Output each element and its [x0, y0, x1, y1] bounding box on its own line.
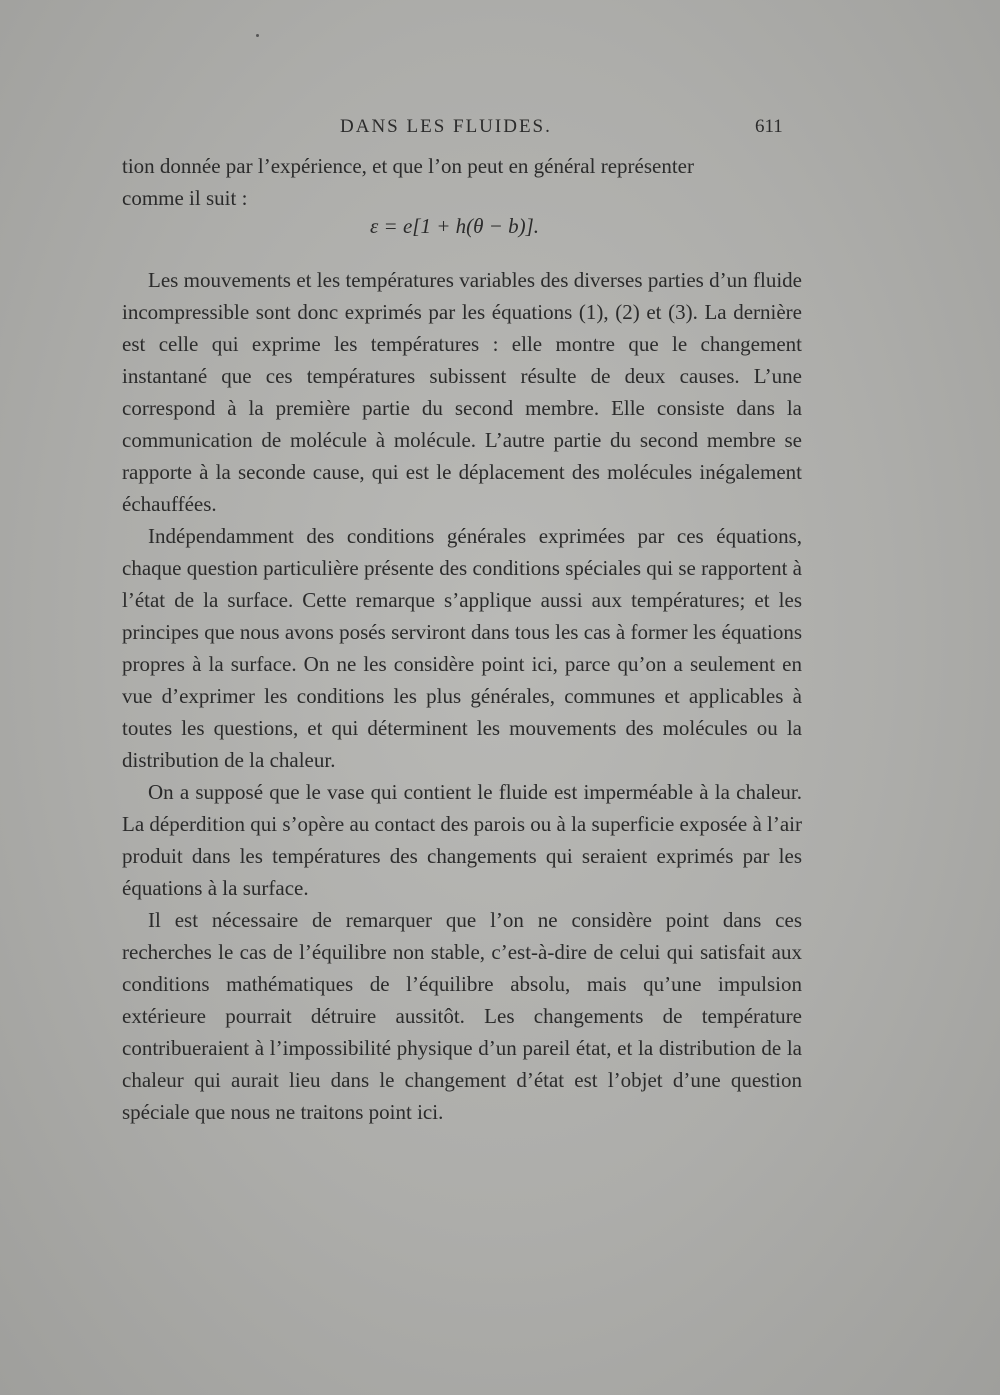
formula: ε = e[1 + h(θ − b)].	[370, 214, 540, 238]
page-header	[0, 112, 1000, 142]
continuation-line: comme il suit :	[122, 186, 248, 210]
paragraph: Il est nécessaire de remarquer que l’on ne considère point dans ces recherches le cas de l’équilibre non stable, c’est-à-dire de celui qui satisfait aux conditions mathématiques de l’équilibre absolu, mais qu’une impulsion extérieure pourrait détruire aussitôt. Les changements de température contribueraient à l’impossibilité physique d’un pareil état, et la distribution de la chaleur qui aurait lieu dans le changement d’état est l’objet d’une question spéciale que nous ne traitons point ici.	[122, 908, 802, 1124]
continuation-line: tion donnée par l’expérience, et que l’on peut en général représenter	[122, 154, 694, 178]
body-text	[122, 150, 802, 1128]
speck-mark	[256, 34, 259, 37]
page-number: 611	[755, 116, 783, 137]
paragraph: On a supposé que le vase qui contient le fluide est imperméable à la chaleur. La déperdition qui s’opère au contact des parois ou à la superficie exposée à l’air produit dans les températures des changements qui seraient exprimés par les équations à la surface.	[122, 780, 802, 900]
paragraph: Les mouvements et les températures variables des diverses parties d’un fluide incompressible sont donc exprimés par les équations (1), (2) et (3). La dernière est celle qui exprime les températures : elle montre que le changement instantané que ces températures subissent résulte de deux causes. L’une correspond à la première partie du second membre. Elle consiste dans la communication de molécule à molécule. L’autre partie du second membre se rapporte à la seconde cause, qui est le déplacement des molécules inégalement échauffées.	[122, 268, 802, 516]
running-head: DANS LES FLUIDES.	[340, 116, 552, 137]
paragraph: Indépendamment des conditions générales exprimées par ces équations, chaque question particulière présente des conditions spéciales qui se rapportent à l’état de la surface. Cette remarque s’applique aussi aux températures; et les principes que nous avons posés serviront dans tous les cas à former les équations propres à la surface. On ne les considère point ici, parce qu’on a seulement en vue d’exprimer les conditions les plus générales, communes et applicables à toutes les questions, et qui déterminent les mouvements des molécules ou la distribution de la chaleur.	[122, 524, 802, 772]
